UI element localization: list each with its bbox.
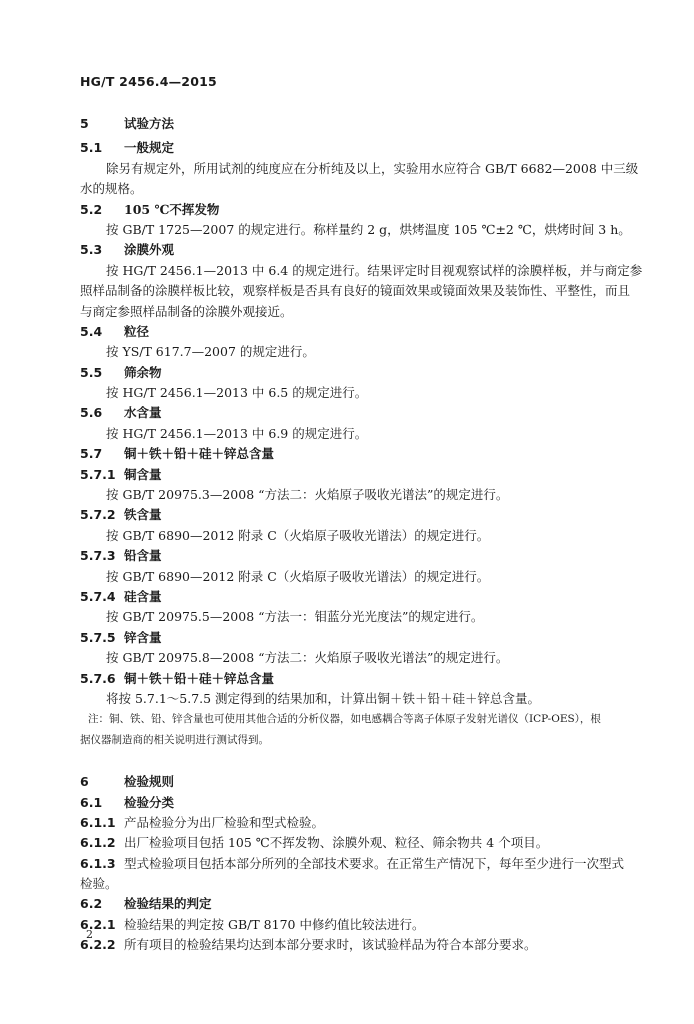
paragraph-text: 按 GB/T 20975.5—2008 “方法一：钼蓝分光光度法”的规定进行。 [106, 609, 484, 625]
subsection-heading [80, 444, 636, 464]
paragraph-line [80, 383, 636, 403]
page-number: 2 [86, 928, 93, 941]
document-header: HG/T 2456.4—2015 [80, 74, 217, 89]
document-body [80, 114, 643, 956]
clause-paragraph [80, 813, 636, 833]
paragraph-line [80, 689, 636, 709]
clause-paragraph [80, 915, 636, 935]
paragraph-line [80, 220, 636, 240]
clause-heading [80, 505, 636, 525]
paragraph-line [80, 159, 639, 179]
clause-number: 6.2.2 [80, 937, 116, 953]
clause-heading [80, 465, 636, 485]
note-continuation [80, 730, 636, 750]
paragraph-line [80, 261, 643, 281]
subsection-number: 5.4 [80, 323, 103, 339]
clause-text: 出厂检验项目包括 105 ℃不挥发物、涂膜外观、粒径、筛余物共 4 个项目。 [124, 835, 549, 851]
paragraph-text: 与商定参照样品制备的涂膜外观接近。 [80, 303, 293, 319]
clause-title: 铅含量 [124, 548, 162, 564]
subsection-heading [80, 363, 636, 383]
subsection-heading [80, 793, 636, 813]
subsection-title: 涂膜外观 [124, 242, 175, 258]
subsection-number: 5.2 [80, 201, 103, 217]
subsection-number: 5.6 [80, 405, 103, 421]
subsection-title: 检验结果的判定 [124, 896, 212, 912]
subsection-heading [80, 403, 636, 423]
clause-number: 5.7.5 [80, 629, 116, 645]
paragraph-text: 水的规格。 [80, 181, 143, 197]
clause-heading [80, 669, 636, 689]
paragraph-text: 按 GB/T 20975.8—2008 “方法二：火焰原子吸收光谱法”的规定进行。 [106, 650, 509, 666]
clause-heading [80, 587, 636, 607]
clause-text: 产品检验分为出厂检验和型式检验。 [124, 814, 325, 830]
clause-number: 6.1.1 [80, 814, 116, 830]
subsection-title: 检验分类 [124, 794, 175, 810]
subsection-heading [80, 322, 636, 342]
clause-title: 铜含量 [124, 466, 162, 482]
paragraph-line [80, 424, 636, 444]
clause-text: 所有项目的检验结果均达到本部分要求时，该试验样品为符合本部分要求。 [124, 937, 537, 953]
subsection-number: 6.2 [80, 896, 103, 912]
note-text: 据仪器制造商的相关说明进行测试得到。 [80, 733, 269, 746]
paragraph-text: 按 YS/T 617.7—2007 的规定进行。 [106, 344, 315, 360]
subsection-title: 水含量 [124, 405, 162, 421]
clause-text: 检验结果的判定按 GB/T 8170 中修约值比较法进行。 [124, 916, 425, 932]
section-heading [80, 114, 636, 134]
paragraph-line [80, 567, 636, 587]
clause-title: 铜＋铁＋铅＋硅＋锌总含量 [124, 670, 275, 686]
paragraph-line [80, 526, 636, 546]
clause-title: 硅含量 [124, 588, 162, 604]
section-title: 试验方法 [124, 116, 175, 131]
subsection-title: 铜＋铁＋铅＋硅＋锌总含量 [124, 446, 275, 462]
clause-number: 5.7.4 [80, 588, 116, 604]
paragraph-continuation [80, 874, 636, 894]
paragraph-line [80, 607, 636, 627]
subsection-title: 一般规定 [124, 140, 175, 156]
subsection-heading [80, 240, 636, 260]
clause-number: 6.2.1 [80, 916, 116, 932]
paragraph-text: 除另有规定外，所用试剂的纯度应在分析纯及以上，实验用水应符合 GB/T 6682—2008 中三级 [106, 160, 639, 176]
paragraph-text: 按 GB/T 1725—2007 的规定进行。称样量约 2 g，烘烤温度 105 ℃±2 ℃，烘烤时间 3 h。 [106, 221, 631, 237]
paragraph-text: 按 GB/T 6890—2012 附录 C（火焰原子吸收光谱法）的规定进行。 [106, 568, 490, 584]
paragraph-text: 按 HG/T 2456.1—2013 中 6.5 的规定进行。 [106, 385, 368, 401]
subsection-heading [80, 200, 636, 220]
paragraph-line [80, 485, 636, 505]
paragraph-line [80, 342, 636, 362]
section-heading [80, 772, 636, 792]
section-number: 5 [80, 116, 89, 131]
clause-number: 6.1.3 [80, 855, 116, 871]
paragraph-text: 按 HG/T 2456.1—2013 中 6.4 的规定进行。结果评定时目视观察试样的涂膜样板，并与商定参 [106, 262, 643, 278]
note-line [80, 709, 636, 729]
note-text: 注：铜、铁、铅、锌含量也可使用其他合适的分析仪器，如电感耦合等离子体原子发射光谱仪（ICP-OES），根 [88, 713, 601, 726]
subsection-number: 5.5 [80, 364, 103, 380]
paragraph-text: 按 GB/T 20975.3—2008 “方法二：火焰原子吸收光谱法”的规定进行。 [106, 487, 509, 503]
section-number: 6 [80, 774, 89, 790]
clause-heading [80, 628, 636, 648]
clause-number: 5.7.1 [80, 466, 116, 482]
subsection-number: 6.1 [80, 794, 103, 810]
paragraph-text: 照样品制备的涂膜样板比较，观察样板是否具有良好的镜面效果或镜面效果及装饰性、平整性，而且 [80, 283, 631, 299]
paragraph-continuation [80, 179, 636, 199]
subsection-heading [80, 138, 636, 158]
paragraph-text: 按 HG/T 2456.1—2013 中 6.9 的规定进行。 [106, 425, 368, 441]
clause-paragraph [80, 854, 636, 874]
clause-paragraph [80, 935, 636, 955]
clause-heading [80, 546, 636, 566]
clause-title: 铁含量 [124, 507, 162, 523]
clause-title: 锌含量 [124, 629, 162, 645]
subsection-number: 5.7 [80, 446, 103, 462]
clause-paragraph [80, 833, 636, 853]
subsection-heading [80, 894, 636, 914]
paragraph-text: 按 GB/T 6890—2012 附录 C（火焰原子吸收光谱法）的规定进行。 [106, 527, 490, 543]
section-title: 检验规则 [124, 774, 175, 790]
paragraph-continuation [80, 281, 636, 301]
subsection-title: 粒径 [124, 323, 150, 339]
subsection-number: 5.3 [80, 242, 103, 258]
clause-number: 6.1.2 [80, 835, 116, 851]
paragraph-text: 检验。 [80, 876, 118, 892]
clause-number: 5.7.2 [80, 507, 116, 523]
paragraph-text: 将按 5.7.1～5.7.5 测定得到的结果加和，计算出铜＋铁＋铅＋硅＋锌总含量。 [106, 690, 541, 706]
clause-number: 5.7.3 [80, 548, 116, 564]
paragraph-continuation [80, 302, 636, 322]
clause-number: 5.7.6 [80, 670, 116, 686]
clause-text: 型式检验项目包括本部分所列的全部技术要求。在正常生产情况下，每年至少进行一次型式 [124, 855, 625, 871]
subsection-title: 105 ℃不挥发物 [124, 201, 220, 217]
paragraph-line [80, 648, 636, 668]
subsection-number: 5.1 [80, 140, 103, 156]
subsection-title: 筛余物 [124, 364, 162, 380]
